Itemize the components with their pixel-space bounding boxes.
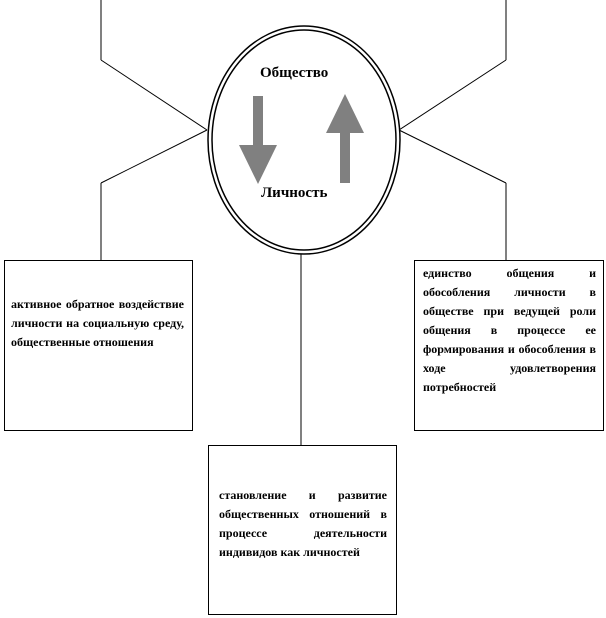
bottom-box-text: становление и развитие общественных отношений в процессе деятельности индивидов как личностей (219, 488, 387, 559)
bottom-box (208, 445, 397, 615)
personality-label: Личность (261, 185, 328, 201)
connector-right-bottom-diagonal (399, 130, 506, 183)
left-box (4, 260, 193, 431)
right-box (414, 260, 604, 431)
center-ellipse-outer (208, 26, 400, 254)
society-label: Общество (260, 65, 329, 81)
connector-left-top-diagonal (101, 60, 207, 130)
left-box-text: активное обратное воздействие личности на социальную среду, общественные отношения (11, 297, 184, 349)
right-box-text: единство общения и обособления личности в обществе при ведущей роли общения в процессе ее формирования и обособления в ходе удовлетворения потребностей (423, 266, 596, 394)
connector-left-bottom-diagonal (101, 130, 207, 183)
connector-right-top-diagonal (399, 60, 506, 130)
